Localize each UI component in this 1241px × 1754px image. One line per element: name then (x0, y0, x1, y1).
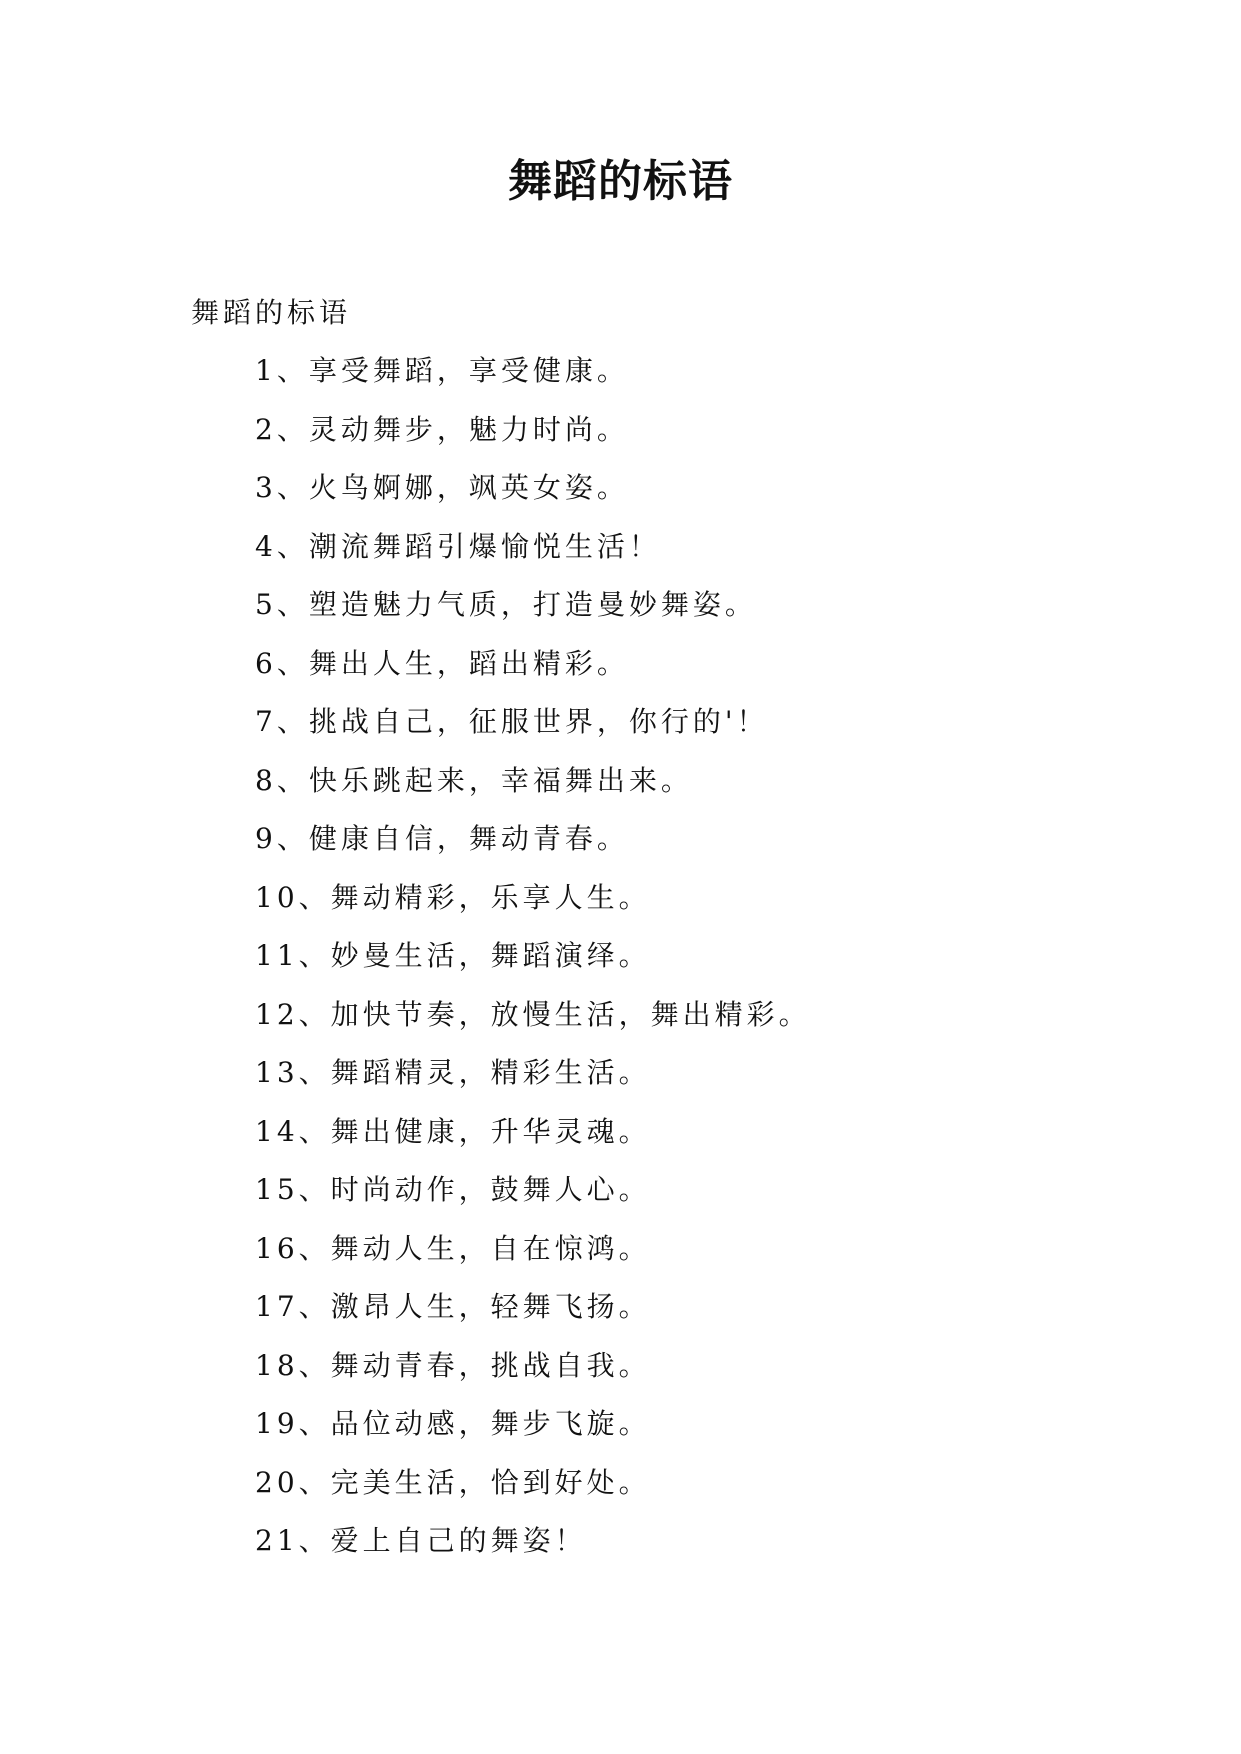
slogan-item-3: 3、火鸟婀娜，飒英女姿。 (255, 471, 629, 504)
slogan-item-16: 16、舞动人生，自在惊鸿。 (255, 1231, 651, 1265)
section-heading: 舞蹈的标语 (191, 296, 352, 329)
slogan-item-9: 9、健康自信，舞动青春。 (255, 822, 629, 855)
slogan-item-11: 11、妙曼生活，舞蹈演绎。 (255, 939, 651, 972)
slogan-item-10: 10、舞动精彩，乐享人生。 (255, 880, 651, 914)
slogan-item-19: 19、品位动感，舞步飞旋。 (255, 1407, 651, 1440)
slogan-item-5: 5、塑造魅力气质，打造曼妙舞姿。 (255, 588, 757, 621)
slogan-item-2: 2、灵动舞步，魅力时尚。 (255, 412, 629, 446)
page-title: 舞蹈的标语 (508, 156, 733, 207)
slogan-item-21: 21、爱上自己的舞姿！ (255, 1524, 587, 1557)
slogan-item-7: 7、挑战自己，征服世界，你行的'！ (255, 705, 769, 738)
slogan-item-17: 17、激昂人生，轻舞飞扬。 (255, 1290, 651, 1323)
slogan-item-13: 13、舞蹈精灵，精彩生活。 (255, 1056, 651, 1089)
slogan-item-8: 8、快乐跳起来，幸福舞出来。 (255, 763, 693, 797)
slogan-item-14: 14、舞出健康，升华灵魂。 (255, 1114, 651, 1148)
slogan-item-1: 1、享受舞蹈，享受健康。 (255, 354, 629, 387)
slogan-item-18: 18、舞动青春，挑战自我。 (255, 1348, 651, 1382)
slogan-item-15: 15、时尚动作，鼓舞人心。 (255, 1173, 651, 1206)
slogan-list (255, 351, 811, 1580)
slogan-item-20: 20、完美生活，恰到好处。 (255, 1465, 651, 1499)
slogan-item-6: 6、舞出人生，蹈出精彩。 (255, 646, 629, 680)
slogan-item-4: 4、潮流舞蹈引爆愉悦生活！ (255, 529, 661, 563)
slogan-item-12: 12、加快节奏，放慢生活，舞出精彩。 (255, 997, 811, 1031)
